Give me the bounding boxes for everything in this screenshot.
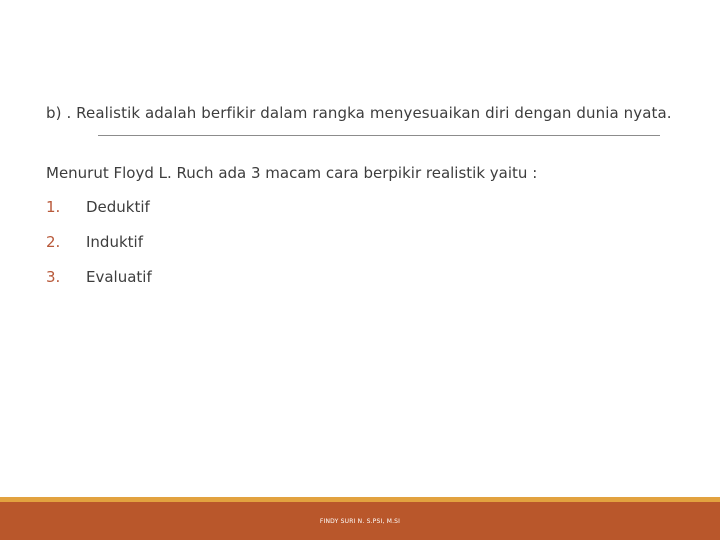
footer-author: FINDY SURI N. S.PSI, M.SI <box>319 518 401 525</box>
list-number: 2. <box>46 233 61 251</box>
list-label: Induktif <box>86 233 143 251</box>
list-number: 3. <box>46 268 61 286</box>
intro-text: Menurut Floyd L. Ruch ada 3 macam cara berpikir realistik yaitu : <box>46 164 538 182</box>
list-label: Deduktif <box>86 198 150 216</box>
list-label: Evaluatif <box>86 268 152 286</box>
divider-line <box>98 135 660 136</box>
list-number: 1. <box>46 198 61 216</box>
definition-text: b) . Realistik adalah berfikir dalam rangka menyesuaikan diri dengan dunia nyata. <box>46 104 672 122</box>
